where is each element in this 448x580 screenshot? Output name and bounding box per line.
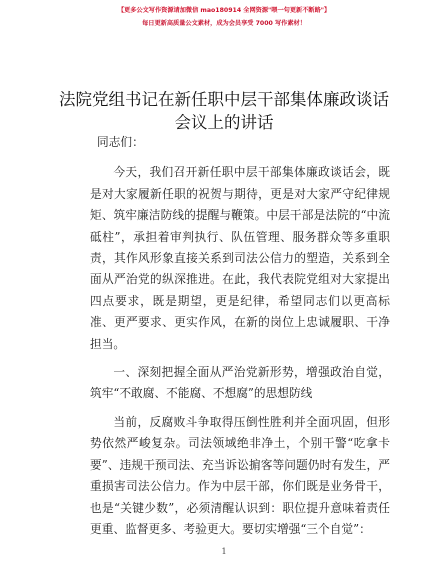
document-title-line1: 法院党组书记在新任职中层干部集体廉政谈话 [59,90,389,109]
paragraph-section-1: 当前，反腐败斗争取得压倒性胜利并全面巩固，但形势依然严峻复杂。司法领域绝非净土，个别干警“吃拿卡要”、违规干预司法、充当诉讼掮客等问题仍时有发生，严重损害司法公信力。作为中层干部，你们既是业务骨干，也是“关键少数”，必须清醒认识到：职位提升意味着责任更重、监督更多、考验更大。要切实增强“三个自觉”： [90,414,390,536]
promo-banner-line1: 【更多公文写作资源请加微信 mao180914 全网资源"喂一句更新不断路"】 [117,7,331,14]
promo-banner-line2: 每日更新高质量公文素材，成为会员享受 7000 写作素材！ [142,20,306,27]
page-number: 1 [221,547,227,556]
section-heading-1: 一、深刻把握全面从严治党新形势，增强政治自觉，筑牢“不敢腐、不能腐、不想腐”的思想防线 [90,365,390,401]
salutation: 同志们： [97,135,144,149]
promo-banner [0,4,448,30]
document-title-line2: 会议上的讲话 [174,113,274,132]
document-body [90,127,390,547]
paragraph-intro: 今天，我们召开新任职中层干部集体廉政谈话会，既是对大家履新任职的祝贺与期待，更是对大家严守纪律规矩、筑牢廉洁防线的提醒与鞭策。中层干部是法院的“中流砥柱”，承担着审判执行、队伍管理、服务群众等多重职责，其作风形象直接关系到司法公信力的塑造，关系到全面从严治党的纵深推进。在此，我代表院党组对大家提出四点要求，既是期望，更是纪律，希望同志们以更高标准、更严要求、更实作风，在新的岗位上忠诚履职、干净担当。 [90,165,390,351]
